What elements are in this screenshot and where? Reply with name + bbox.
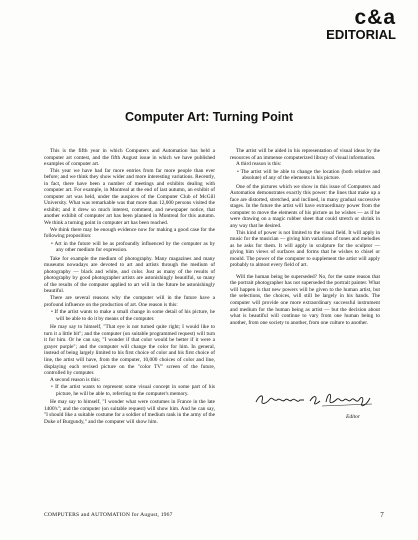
paragraph: This year we have had far more entries from far more people than ever before; and we think they show wider and more interesting variations. Recently, in fact, there have been a number of meetings and exhibits dealing with computer art. For example, in Montreal at the end of last autumn, an exhibit of computer art was held, under the auspices of the Computer Club of McGill University. What was remarkable was that more than 12,000 persons visited the exhibit; and it drew so much interest, comment, and newspaper notice, that another exhibit of computer art has been planned in Montreal for this autumn. We think a turning point in computer art has been reached. xyxy=(44,167,215,227)
bullet-point: • Art in the future will be as profoundly influenced by the computer as by any other medium for expression. xyxy=(51,240,215,254)
section-label: EDITORIAL xyxy=(326,27,396,42)
paragraph: The artist will be aided in his representation of visual ideas by the resources of an immense computerized library of visual information. xyxy=(230,148,380,161)
page-number: 7 xyxy=(380,511,384,519)
footer-publication: COMPUTERS and AUTOMATION for August, 1967 xyxy=(44,512,173,518)
editor-signature xyxy=(252,388,376,410)
paragraph: One of the pictures which we show in this issue of Computers and Automation demonstrates exactly this power: the lines that make up a face are distorted, stretched, and inclined, in many gradual successive stages. In the future the artist will have extraordinary power from the computer to move the elements of his picture as he wishes — as if he were drawing on a magic rubber sheet that could stretch or shrink in any way that he desired. xyxy=(230,183,380,230)
paragraph: He may say to himself, "That eye is not turned quite right; I would like to turn it a little bit"; and the computer (on suitable programmed request) will turn it for him. Or he can say, "I wonder if that color would be better if it were a grayer purple"; and the computer will change the color for him. In general, instead of being largely limited to his first choice of color and his first choice of line, the artist will have, from the computer, 10,000 choices of color and line, displaying each revised picture on the "color TV" screen of the future, controlled by computer. xyxy=(44,324,215,377)
bullet-point: • The artist will be able to change the location (both relative and absolute) of any of the elements in his picture. xyxy=(237,168,380,182)
paragraph: He may say to himself, "I wonder what were costumes in France in the late 1400's"; and the computer (on suitable request) will show him. And he can say, "I should like a suitable costume for a soldier of medium rank in the army of the Duke of Burgundy," and the computer will show him. xyxy=(44,399,215,425)
paragraph: We think there may be enough evidence now for making a good case for the following proposition: xyxy=(44,226,215,240)
paragraph: Will the human being be superseded? No, for the same reason that the portrait photographer has not superseded the portrait painter. What will happen is that new powers will be given to the human artist, but the selections, the choices, will still be largely in his hands. The computer will provide one more extraordinary successful instrument and medium for the human being as artist — but the decision about what is beautiful will continue to vary from one human being to another, from one society to another, from one culture to another. xyxy=(230,273,380,326)
page-footer xyxy=(44,512,384,518)
paragraph: There are several reasons why the computer will in the future have a profound influence on the production of art. One reason is this: xyxy=(44,295,215,308)
paragraph: This kind of power is not limited to the visual field. It will apply in music for the musician — giving him variations of tones and melodies as he asks for them. It will apply in sculpture for the sculptor — giving him views of surfaces and forms that he wishes to chisel or mould. The power of the computer to supplement the artist will apply probably to almost every field of art. xyxy=(230,229,380,269)
paragraph: A second reason is this: xyxy=(50,376,101,383)
article-title: Computer Art: Turning Point xyxy=(124,110,294,124)
right-column xyxy=(230,148,380,326)
bullet-point: • If the artist wants to represent some visual concept in some part of his picture, he will be able to, referring to the computer's memory. xyxy=(51,384,215,397)
masthead xyxy=(326,8,396,42)
bullet-point: • If the artist wants to make a small change in some detail of his picture, he will be able to do it by means of the computer. xyxy=(51,309,215,322)
left-column xyxy=(44,148,215,425)
magazine-logo: c&a xyxy=(354,6,396,29)
signature-caption: Editor xyxy=(346,414,361,420)
paragraph: A third reason is this: xyxy=(236,161,282,168)
paragraph: Take for example the medium of photography. Many magazines and many museums nowadays are devoted to art and artists through the medium of photography — black and white, and color. Just as many of the results of photography by good photographer artists are astonishingly beautiful, so many of the results of the computer applied to art will in the future be astonishingly beautiful. xyxy=(44,255,215,295)
paragraph: This is the fifth year in which Computers and Automation has held a computer art contest, and the fifth August issue in which we have published examples of computer art. xyxy=(44,148,215,168)
